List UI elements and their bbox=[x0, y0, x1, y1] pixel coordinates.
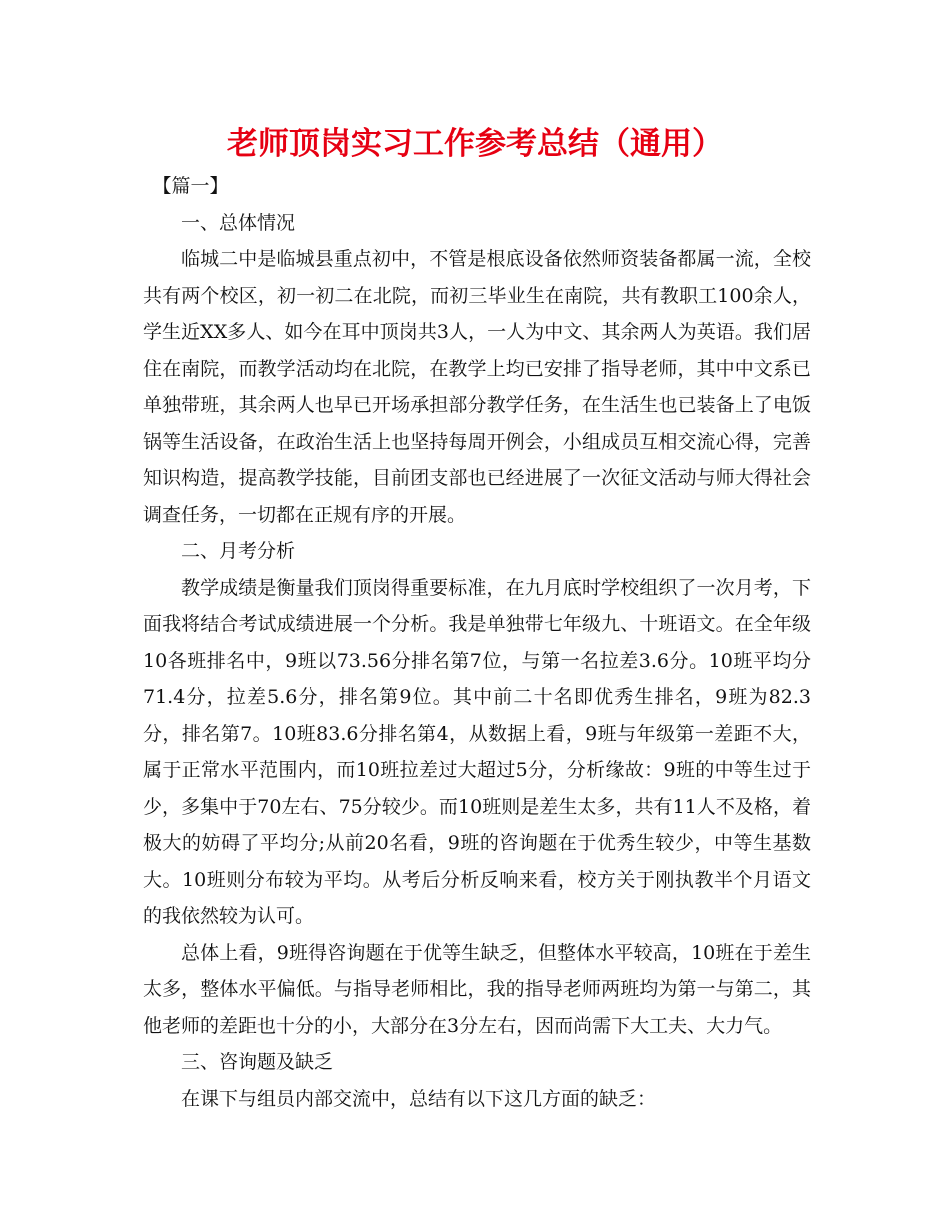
paragraph-overview: 临城二中是临城县重点初中，不管是根底设备依然师资装备都属一流，全校共有两个校区，初一初二在北院，而初三毕业生在南院，共有教职工100余人，学生近XX多人、如今在耳中顶岗共3人，一人为中文、其余两人为英语。我们居住在南院，而教学活动均在北院，在教学上均已安排了指导老师，其中中文系已单独带班，其余两人也早已开场承担部分教学任务，在生活生也已装备上了电饭锅等生活设备，在政治生活上也坚持每周开例会，小组成员互相交流心得，完善知识构造，提高教学技能，目前团支部也已经进展了一次征文活动与师大得社会调查任务，一切都在正规有序的开展。 bbox=[143, 248, 811, 526]
part-label: 【篇一】 bbox=[152, 175, 229, 197]
section-heading-overview: 一、总体情况 bbox=[181, 211, 296, 234]
paragraph-problems-intro: 在课下与组员内部交流中，总结有以下这几方面的缺乏： bbox=[181, 1087, 657, 1110]
section-heading-problems: 三、咨询题及缺乏 bbox=[181, 1051, 334, 1073]
paragraph-exam-summary: 总体上看，9班得咨询题在于优等生缺乏，但整体水平较高，10班在于差生太多，整体水平偏低。与指导老师相比，我的指导老师两班均为第一与第二，其他老师的差距也十分的小，大部分在3分左右，因而尚需下大工夫、大力气。 bbox=[143, 941, 811, 1037]
document-body bbox=[143, 168, 811, 1117]
section-heading-monthly-exam: 二、月考分析 bbox=[181, 540, 296, 562]
paragraph-exam-analysis: 教学成绩是衡量我们顶岗得重要标准，在九月底时学校组织了一次月考，下面我将结合考试成绩进展一个分析。我是单独带七年级九、十班语文。在全年级10各班排名中，9班以73.56分排名第7位，与第一名拉差3.6分。10班平均分71.4分，拉差5.6分，排名第9位。其中前二十名即优秀生排名，9班为82.3分，排名第7。10班83.6分排名第4，从数据上看，9班与年级第一差距不大，属于正常水平范围内，而10班拉差过大超过5分，分析缘故：9班的中等生过于少，多集中于70左右、75分较少。而10班则是差生太多，共有11人不及格，着极大的妨碍了平均分;从前20名看，9班的咨询题在于优秀生较少，中等生基数大。10班则分布较为平均。从考后分析反响来看，校方关于刚执教半个月语文的我依然较为认可。 bbox=[143, 576, 811, 927]
document-title: 老师顶岗实习工作参考总结（通用） bbox=[227, 126, 723, 162]
